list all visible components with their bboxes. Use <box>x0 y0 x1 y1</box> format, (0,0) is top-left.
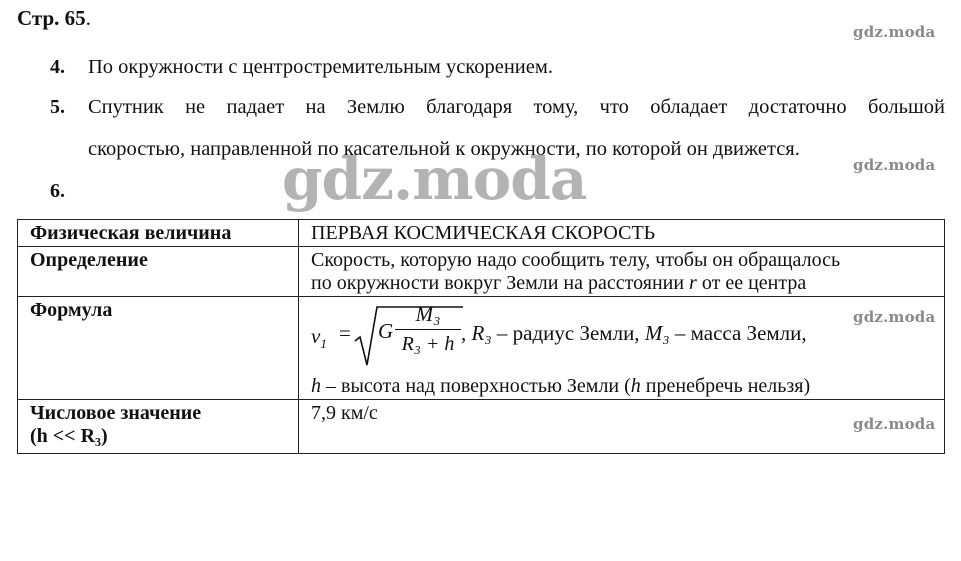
table-label: Физическая величина <box>18 220 299 247</box>
variable-r: r <box>689 272 697 294</box>
formula-equals: = <box>339 321 351 345</box>
formula-note: h – высота над поверхностью Земли (h пренебречь нельзя) <box>311 375 811 397</box>
watermark-small: gdz.moda <box>853 415 936 433</box>
watermark-large: gdz.moda <box>282 145 587 213</box>
table-label: Определение <box>18 247 299 297</box>
item-number: 6. <box>50 180 65 202</box>
table-value <box>299 297 945 400</box>
item-text: По окружности с центростремительным ускорением. <box>88 56 553 78</box>
formula-v: $v_1$ <box>311 324 327 352</box>
watermark-small: gdz.moda <box>853 308 936 326</box>
table-row <box>18 400 945 454</box>
info-table <box>17 219 945 454</box>
item-text: скоростью, направленной по касательной к окружности, по которой он движется. <box>88 138 800 160</box>
table-row <box>18 220 945 247</box>
fraction-bar <box>395 329 461 330</box>
watermark-small: gdz.moda <box>853 156 936 174</box>
definition-line: Скорость, которую надо сообщить телу, чтобы он обращалось <box>311 249 841 271</box>
definition-text: от ее центра <box>696 272 807 294</box>
table-label: Формула <box>18 297 299 400</box>
table-row <box>18 247 945 297</box>
page-header <box>17 6 91 31</box>
formula-G: G <box>378 319 394 343</box>
formula-description: , R₃ – радиус Земли, M₃ – масса Земли, <box>461 321 807 345</box>
table-label: Числовое значение (h << R₃) <box>18 400 299 454</box>
definition-line <box>311 272 934 295</box>
item-number: 5. <box>50 96 65 118</box>
page-number-suffix: . <box>85 6 91 30</box>
formula-denominator: R₃ + h <box>401 333 455 355</box>
table-value: 7,9 км/с <box>299 400 945 454</box>
page-number: Стр. 65 <box>17 6 86 30</box>
watermark-small: gdz.moda <box>853 23 936 41</box>
table-value <box>299 247 945 297</box>
table-value: ПЕРВАЯ КОСМИЧЕСКАЯ СКОРОСТЬ <box>299 220 945 247</box>
item-text: Спутник не падает на Землю благодаря тому, что обладает достаточно большой <box>88 96 945 118</box>
item-number: 4. <box>50 56 65 78</box>
formula <box>311 299 934 373</box>
definition-text: по окружности вокруг Земли на расстоянии <box>311 272 690 294</box>
table-row <box>18 297 945 400</box>
formula-numerator: M₃ <box>415 302 441 326</box>
